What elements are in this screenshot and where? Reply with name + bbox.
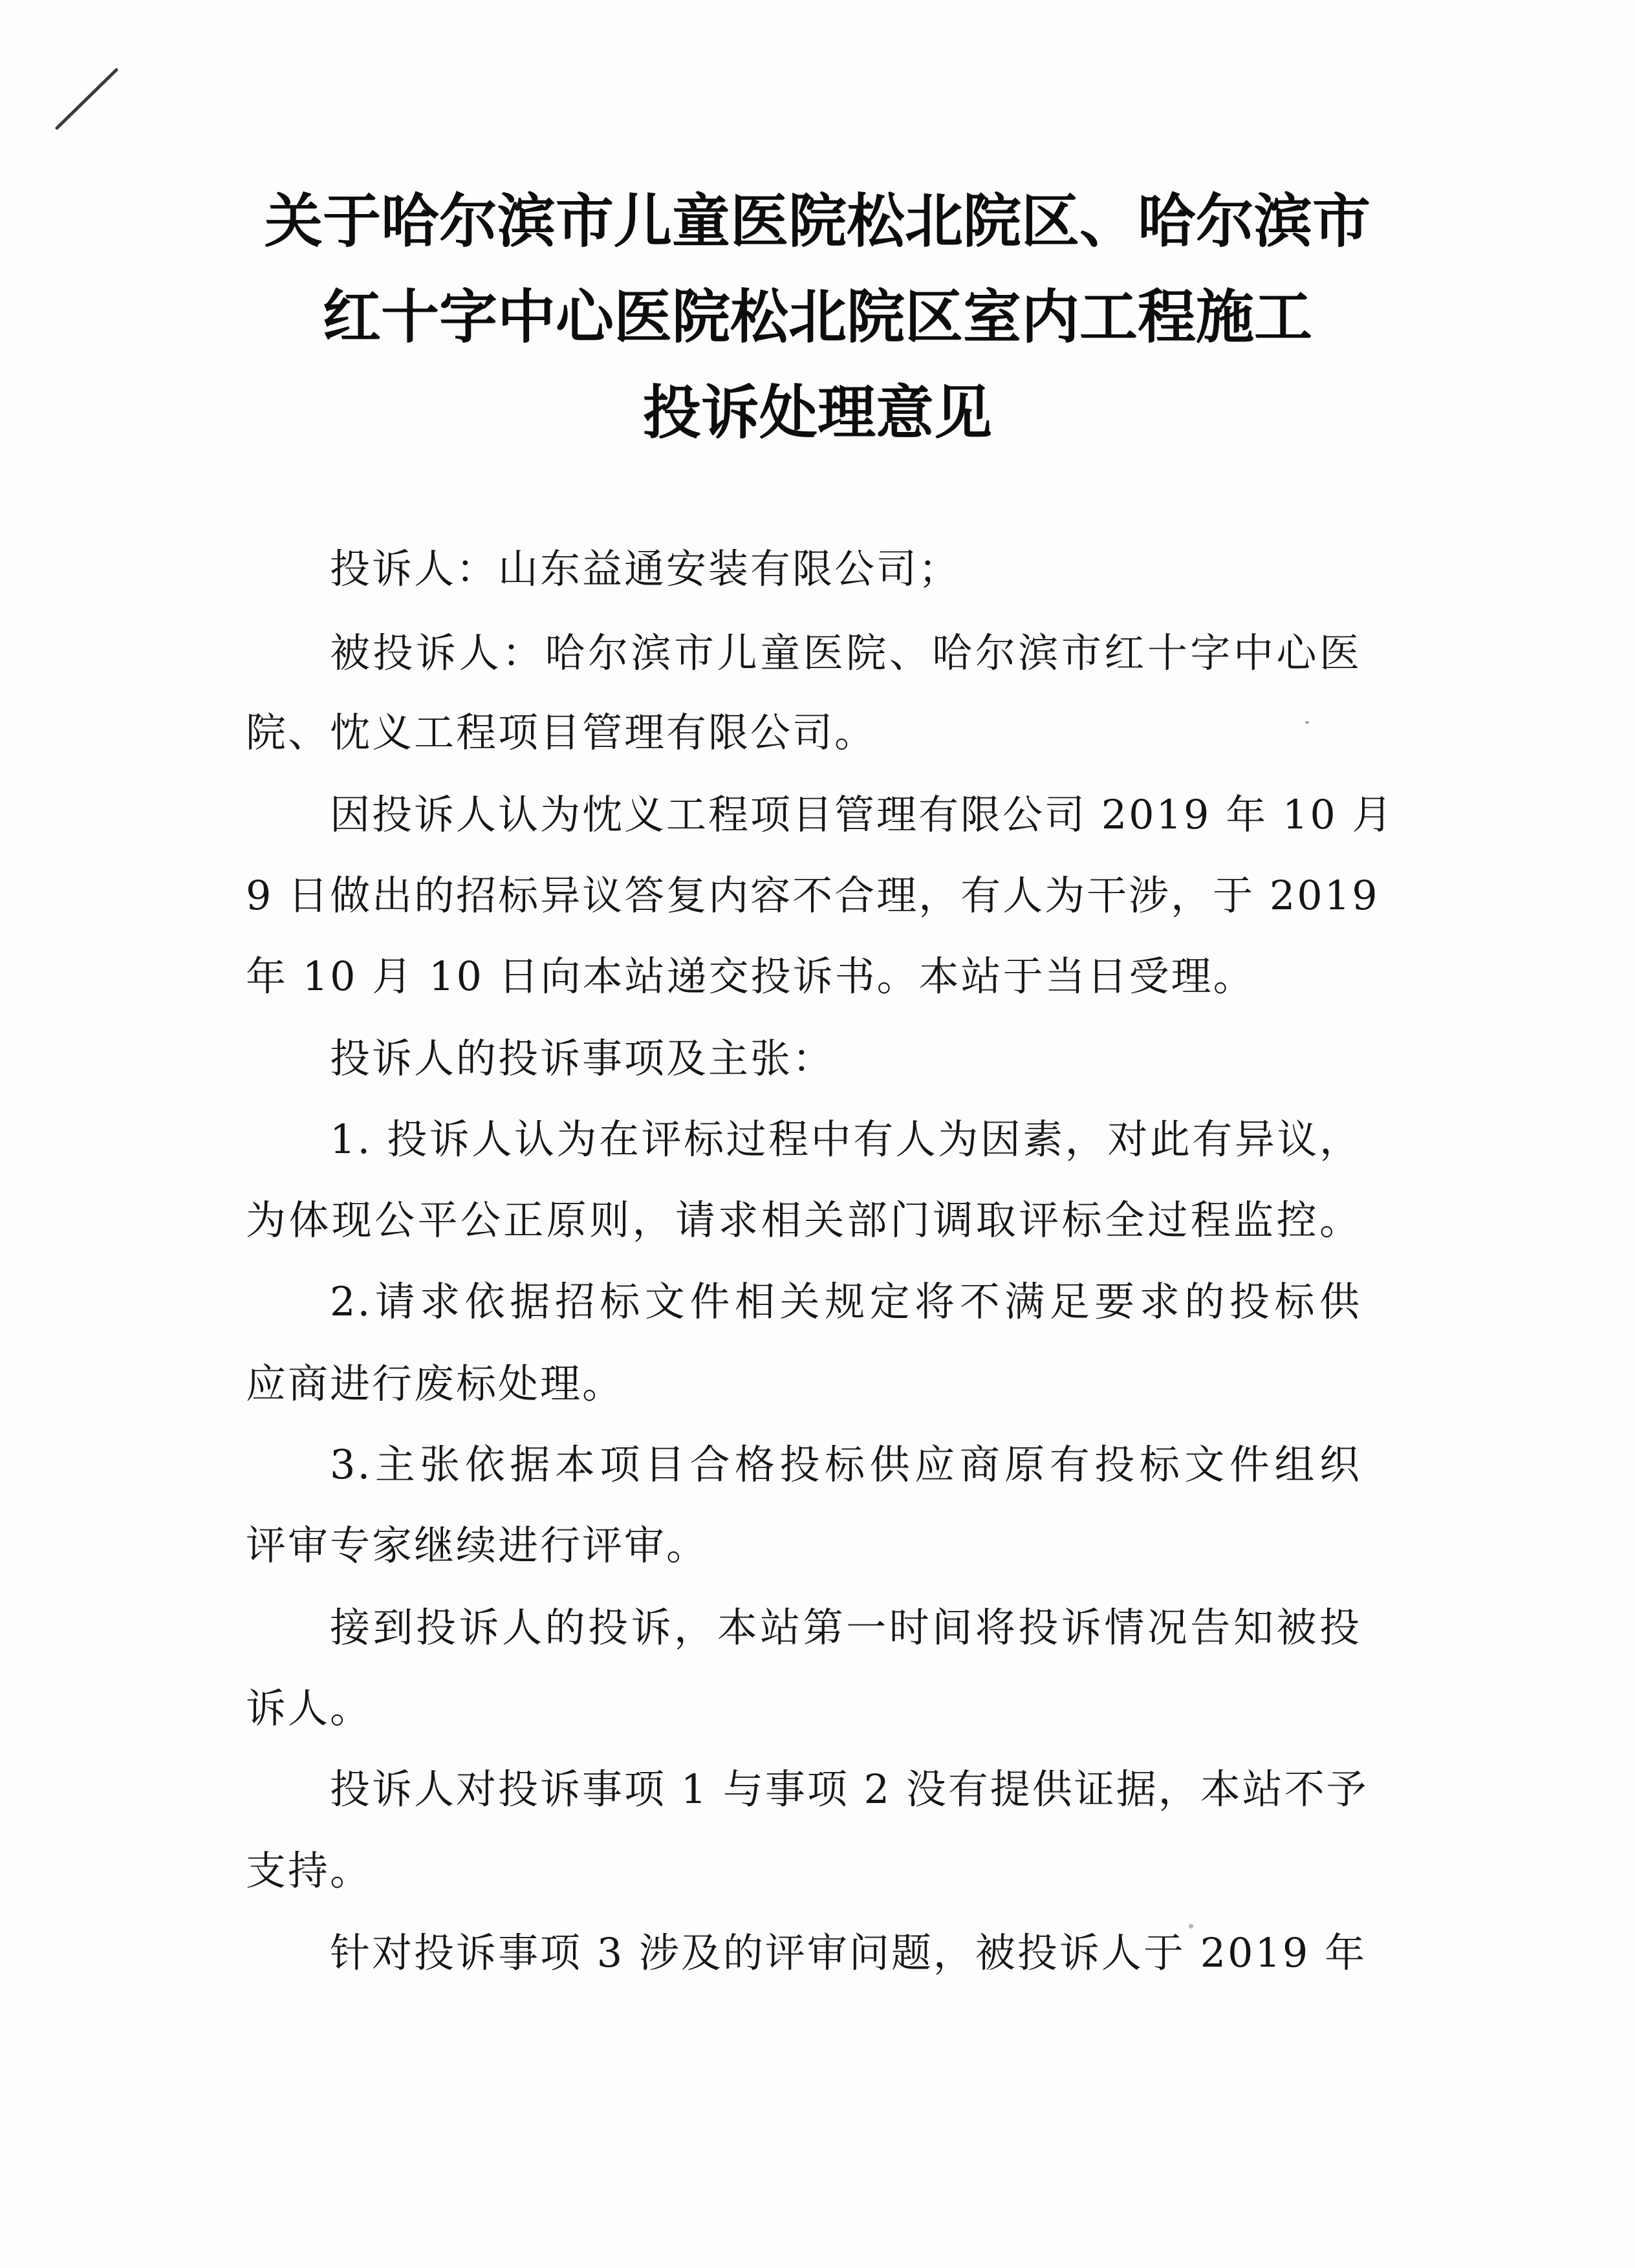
body-line-16: 投诉人对投诉事项 1 与事项 2 没有提供证据，本站不予 [330, 1766, 1369, 1813]
body-line-15: 诉人。 [246, 1685, 373, 1732]
body-line-3: 院、忱义工程项目管理有限公司。 [246, 709, 877, 756]
body-line-11: 应商进行废标处理。 [246, 1360, 625, 1407]
body-line-12: 3.主张依据本项目合格投标供应商原有投标文件组织 [330, 1441, 1361, 1488]
body-line-8: 1. 投诉人认为在评标过程中有人为因素，对此有异议， [330, 1116, 1361, 1163]
body-line-17: 支持。 [246, 1847, 373, 1894]
pen-stroke-mark [52, 65, 123, 136]
body-line-9: 为体现公平公正原则，请求相关部门调取评标全过程监控。 [246, 1196, 1361, 1244]
body-line-4: 因投诉人认为忱义工程项目管理有限公司 2019 年 10 月 [330, 791, 1394, 838]
body-line-10: 2.请求依据招标文件相关规定将不满足要求的投标供 [330, 1278, 1361, 1325]
document-title [129, 173, 1506, 460]
body-line-1: 投诉人：山东益通安装有限公司； [330, 545, 961, 592]
body-line-2: 被投诉人：哈尔滨市儿童医院、哈尔滨市红十字中心医 [330, 629, 1361, 676]
title-line-1: 关于哈尔滨市儿童医院松北院区、哈尔滨市 [265, 187, 1370, 255]
title-line-3: 投诉处理意见 [643, 378, 992, 447]
body-line-18: 针对投诉事项 3 涉及的评审问题，被投诉人于 2019 年 [330, 1929, 1367, 1976]
body-line-13: 评审专家继续进行评审。 [246, 1522, 709, 1569]
title-line-2: 红十字中心医院松北院区室内工程施工 [323, 283, 1312, 351]
body-line-14: 接到投诉人的投诉，本站第一时间将投诉情况告知被投 [330, 1604, 1361, 1651]
body-line-7: 投诉人的投诉事项及主张： [330, 1035, 835, 1082]
scan-speck [1189, 1924, 1193, 1928]
body-line-6: 年 10 月 10 日向本站递交投诉书。本站于当日受理。 [246, 953, 1255, 1000]
scan-speck [1305, 721, 1309, 724]
body-line-5: 9 日做出的招标异议答复内容不合理，有人为干涉，于 2019 [246, 872, 1380, 919]
